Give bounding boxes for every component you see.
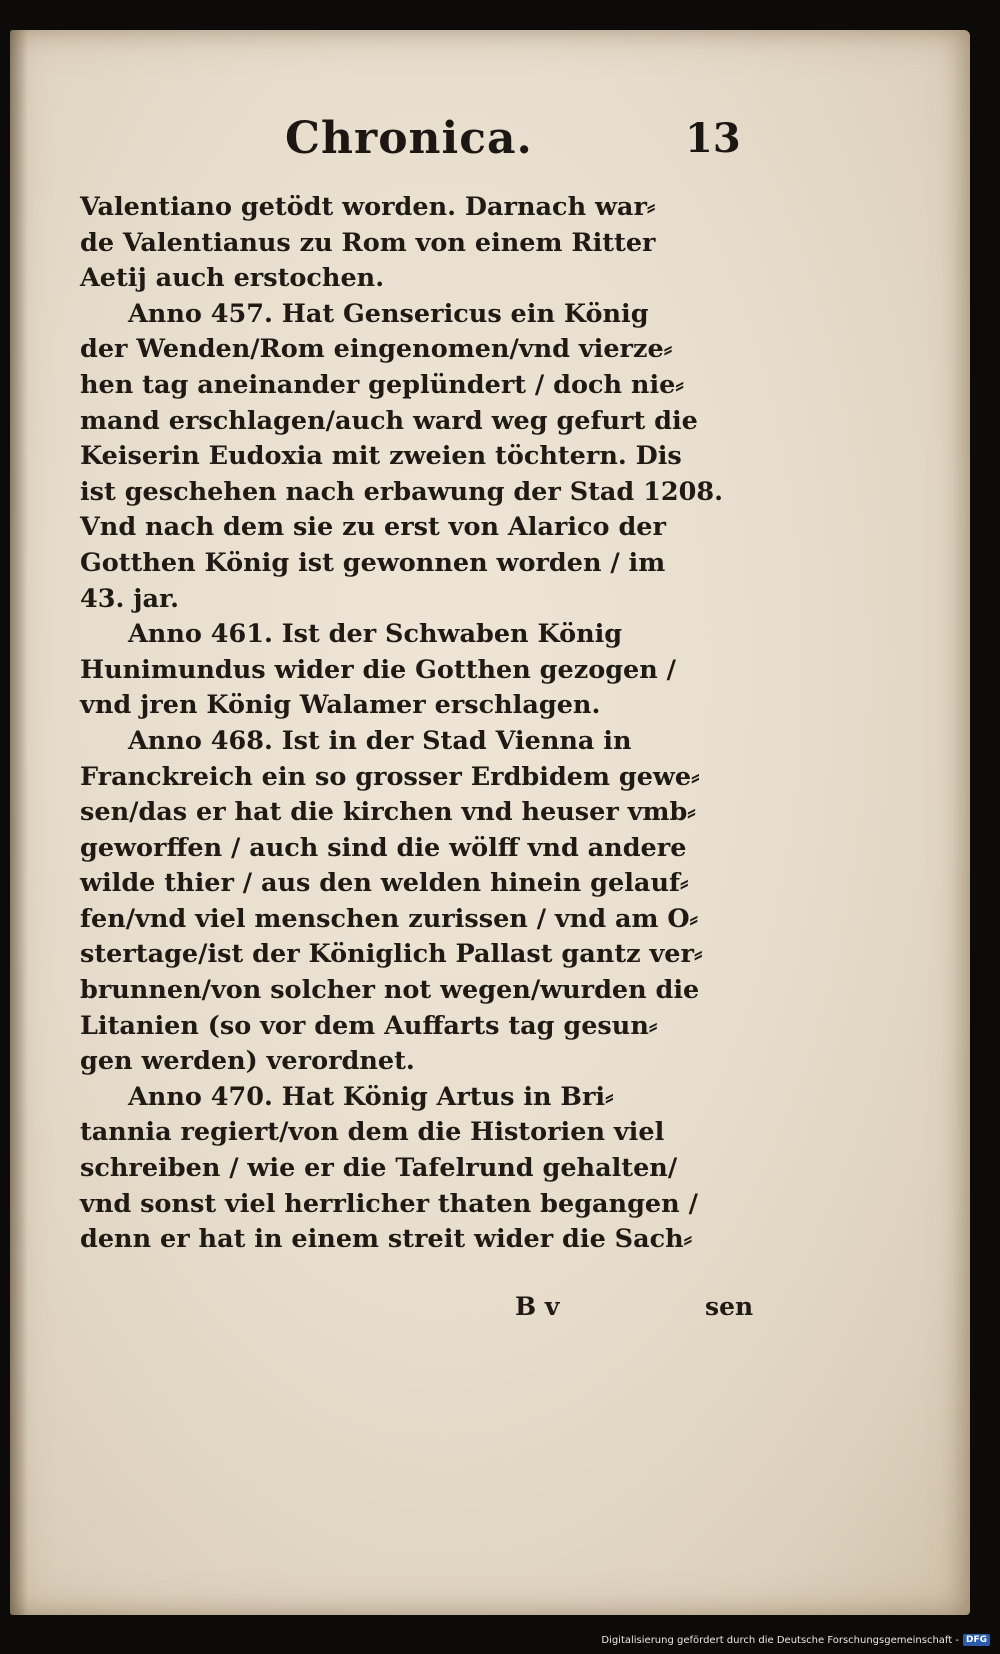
text-line: Gotthen König ist gewonnen worden / im (80, 547, 666, 578)
text-line: vnd sonst viel herrlicher thaten begangen / (80, 1188, 698, 1219)
text-line: Litanien (so vor dem Auffarts tag gesun⸗ (80, 1010, 658, 1041)
text-line: stertage/ist der Königlich Pallast gantz ver⸗ (80, 939, 703, 970)
text-line: Vnd nach dem sie zu erst von Alarico der (80, 512, 666, 543)
spine-shadow (10, 30, 28, 1615)
text-line: 43. jar. (80, 583, 179, 614)
text-line: tannia regiert/von dem die Historien viel (80, 1117, 665, 1148)
text-line: Anno 457. Hat Gensericus ein König (128, 298, 649, 329)
text-line: Anno 461. Ist der Schwaben König (128, 619, 623, 650)
text-line: mand erschlagen/auch ward weg gefurt die (80, 405, 698, 436)
text-line: Aetij auch erstochen. (80, 263, 385, 294)
text-line: fen/vnd viel menschen zurissen / vnd am O⸗ (80, 903, 699, 934)
text-block (80, 190, 745, 1258)
catchline (10, 1292, 970, 1332)
text-line: Keiserin Eudoxia mit zweien töchtern. Dis (80, 441, 682, 472)
digitization-credit (601, 1634, 990, 1646)
page-number: 13 (685, 115, 741, 162)
text-line: Anno 470. Hat König Artus in Bri⸗ (128, 1081, 614, 1112)
signature-mark: B v (515, 1292, 560, 1321)
text-line: denn er hat in einem streit wider die Sach⸗ (80, 1224, 693, 1255)
text-line: der Wenden/Rom eingenomen/vnd vierze⸗ (80, 334, 673, 365)
text-line: wilde thier / aus den welden hinein gelauf⸗ (80, 868, 689, 899)
text-line: de Valentianus zu Rom von einem Ritter (80, 227, 656, 258)
catchword: sen (705, 1292, 754, 1321)
text-line: gen werden) verordnet. (80, 1046, 415, 1077)
text-line: ist geschehen nach erbawung der Stad 1208. (80, 476, 723, 507)
dfg-logo: DFG (963, 1634, 990, 1646)
text-line: vnd jren König Walamer erschlagen. (80, 690, 601, 721)
text-line: Valentiano getödt worden. Darnach war⸗ (80, 192, 656, 222)
running-head (10, 105, 970, 175)
text-line: Franckreich ein so grosser Erdbidem gewe⸗ (80, 761, 700, 792)
text-line: schreiben / wie er die Tafelrund gehalten/ (80, 1153, 678, 1184)
running-head-title: Chronica. (285, 113, 533, 164)
text-line: hen tag aneinander geplündert / doch nie⸗ (80, 369, 684, 400)
credit-text: Digitalisierung gefördert durch die Deutsche Forschungsgemeinschaft - (601, 1634, 959, 1646)
text-line: geworffen / auch sind die wölff vnd andere (80, 832, 687, 863)
text-line: Hunimundus wider die Gotthen gezogen / (80, 654, 677, 685)
text-line: Anno 468. Ist in der Stad Vienna in (128, 725, 632, 756)
text-line: sen/das er hat die kirchen vnd heuser vmb⸗ (80, 797, 696, 828)
text-line: brunnen/von solcher not wegen/wurden die (80, 975, 700, 1006)
book-page (10, 30, 970, 1615)
